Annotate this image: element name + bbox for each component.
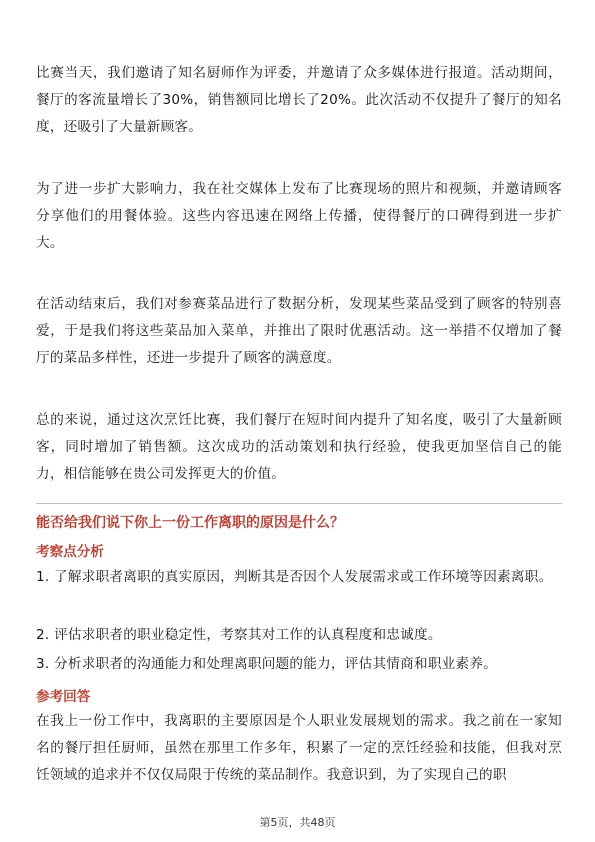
paragraph-summary: 总的来说，通过这次烹饪比赛，我们餐厅在短时间内提升了知名度，吸引了大量新顾客，同时增加了销售额。这次成功的活动策划和执行经验，使我更加坚信自己的能力，相信能够在贵公司发挥更大的价值。 bbox=[36, 412, 562, 482]
paragraph-data-analysis: 在活动结束后，我们对参赛菜品进行了数据分析，发现某些菜品受到了顾客的特别喜爱，于是我们将这些菜品加入菜单，并推出了限时优惠活动。这一举措不仅增加了餐厅的菜品多样性，还进一步提升了顾客的满意度。 bbox=[36, 296, 562, 366]
analysis-item-2: 2. 评估求职者的职业稳定性，考察其对工作的认真程度和忠诚度。 bbox=[36, 627, 442, 643]
analysis-item-3: 3. 分析求职者的沟通能力和处理离职问题的能力，评估其情商和职业素养。 bbox=[36, 656, 498, 672]
answer-title: 参考回答 bbox=[36, 689, 91, 705]
answer-text: 在我上一份工作中，我离职的主要原因是个人职业发展规划的需求。我之前在一家知名的餐厅担任厨师，虽然在那里工作多年，积累了一定的烹饪经验和技能，但我对烹饪领域的追求并不仅仅局限于传统的菜品制作。我意识到，为了实现自己的职 bbox=[36, 713, 562, 783]
section-divider bbox=[36, 503, 562, 504]
analysis-title: 考察点分析 bbox=[36, 544, 104, 560]
interview-question: 能否给我们说下你上一份工作离职的原因是什么？ bbox=[36, 515, 344, 531]
analysis-item-1: 1. 了解求职者离职的真实原因，判断其是否因个人发展需求或工作环境等因素离职。 bbox=[36, 569, 553, 585]
paragraph-social-media: 为了进一步扩大影响力，我在社交媒体上发布了比赛现场的照片和视频，并邀请顾客分享他们的用餐体验。这些内容迅速在网络上传播，使得餐厅的口碑得到进一步扩大。 bbox=[36, 181, 562, 251]
paragraph-competition-day: 比赛当天，我们邀请了知名厨师作为评委，并邀请了众多媒体进行报道。活动期间，餐厅的客流量增长了30%，销售额同比增长了20%。此次活动不仅提升了餐厅的知名度，还吸引了大量新顾客。 bbox=[36, 65, 562, 135]
page-number-footer: 第5页，共48页 bbox=[259, 816, 336, 829]
